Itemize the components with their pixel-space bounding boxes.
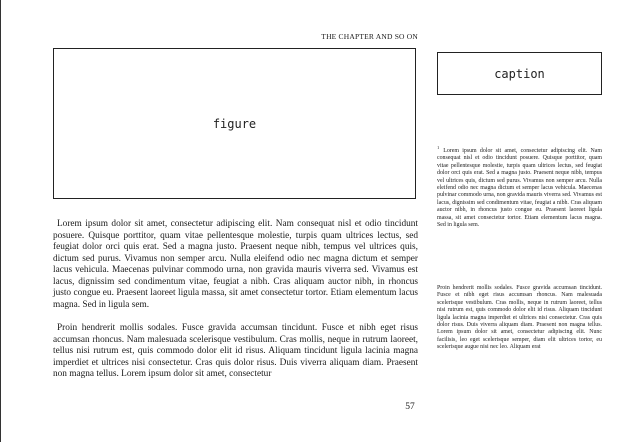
- main-text-block-1: [53, 219, 418, 311]
- page-number: 57: [405, 402, 415, 412]
- main-paragraph: Proin hendrerit mollis sodales. Fusce gravida accumsan tincidunt. Fusce et nibh eget risus accumsan rhoncus. Nam malesuada scelerisque vestibulum. Cras mollis, neque in rutrum laoreet, tellus nisi rutrum est, quis commodo dolor elit id risus. Aliquam tincidunt ligula lacinia magna imperdiet et ultrices nisi consectetur. Cras quis dolor risus. Duis viverra aliquam diam. Praesent non magna tellus. Lorem ipsum dolor sit amet, consectetur: [53, 323, 418, 379]
- page-gutter-divider: [0, 0, 1, 442]
- figure-label: figure: [212, 116, 257, 131]
- sidenote-text: Lorem ipsum dolor sit amet, consectetur adipiscing elit. Nam consequat nisl et odio tincidunt posuere. Quisque porttitor, quam vitae pellentesque molestie, turpis quam ultrices lectus, sed feugiat dolor orci quis erat. Sed a magna justo. Praesent neque nibh, tempus vel ultrices quis, dictum sed purus. Vivamus non semper arcu. Nulla eleifend odio nec magna dictum et semper lacus vehicula. Maecenas pulvinar commodo urna, non gravida mauris viverra sed. Vivamus est lacus, dignissim sed condimentum vitae, feugiat a nibh. Cras aliquam auctor nibh, in rhoncus justo congue eu. Praesent laoreet ligula massa, sit amet consectetur tortor. Etiam elementum lacus magna. Sed in ligula sem.: [437, 147, 602, 229]
- footnote-mark: 1: [437, 145, 440, 150]
- sidenote-paragraph: [437, 144, 602, 229]
- caption-label: caption: [494, 66, 545, 81]
- figure-placeholder: [53, 48, 416, 199]
- main-paragraph: Lorem ipsum dolor sit amet, consectetur adipiscing elit. Nam consequat nisl et odio tincidunt posuere. Quisque porttitor, quam vitae pellentesque molestie, turpis quam ultrices lectus, sed feugiat dolor orci quis erat. Sed a magna justo. Praesent neque nibh, tempus vel ultrices quis, dictum sed purus. Vivamus non semper arcu. Nulla eleifend odio nec magna dictum et semper lacus vehicula. Maecenas pulvinar commodo urna, non gravida mauris viverra sed. Vivamus est lacus, dignissim sed condimentum vitae, feugiat a nibh. Cras aliquam auctor nibh, in rhoncus justo congue eu. Praesent laoreet ligula massa, sit amet consectetur tortor. Etiam elementum lacus magna. Sed in ligula sem.: [53, 219, 418, 310]
- caption-placeholder: [437, 52, 602, 95]
- running-head: THE CHAPTER AND SO ON: [321, 32, 418, 41]
- sidenote-block-1: [437, 144, 602, 229]
- sidenote-paragraph: Proin hendrerit mollis sodales. Fusce gravida accumsan tincidunt. Fusce et nibh eget risus accumsan rhoncus. Nam malesuada scelerisque vestibulum. Cras mollis, neque in rutrum laoreet, tellus nisi rutrum est, quis commodo dolor elit id risus. Aliquam tincidunt ligula lacinia magna imperdiet et ultrices nisi consectetur. Cras quis dolor risus. Duis viverra aliquam diam. Praesent non magna tellus. Lorem ipsum dolor sit amet, consectetur adipiscing elit. Nunc facilisis, leo eget scelerisque semper, diam elit ultrices tortor, eu scelerisque augue nisi nec leo. Aliquam erat: [437, 285, 602, 351]
- main-text-block-2: [53, 323, 418, 381]
- sidenote-block-2: [437, 285, 602, 352]
